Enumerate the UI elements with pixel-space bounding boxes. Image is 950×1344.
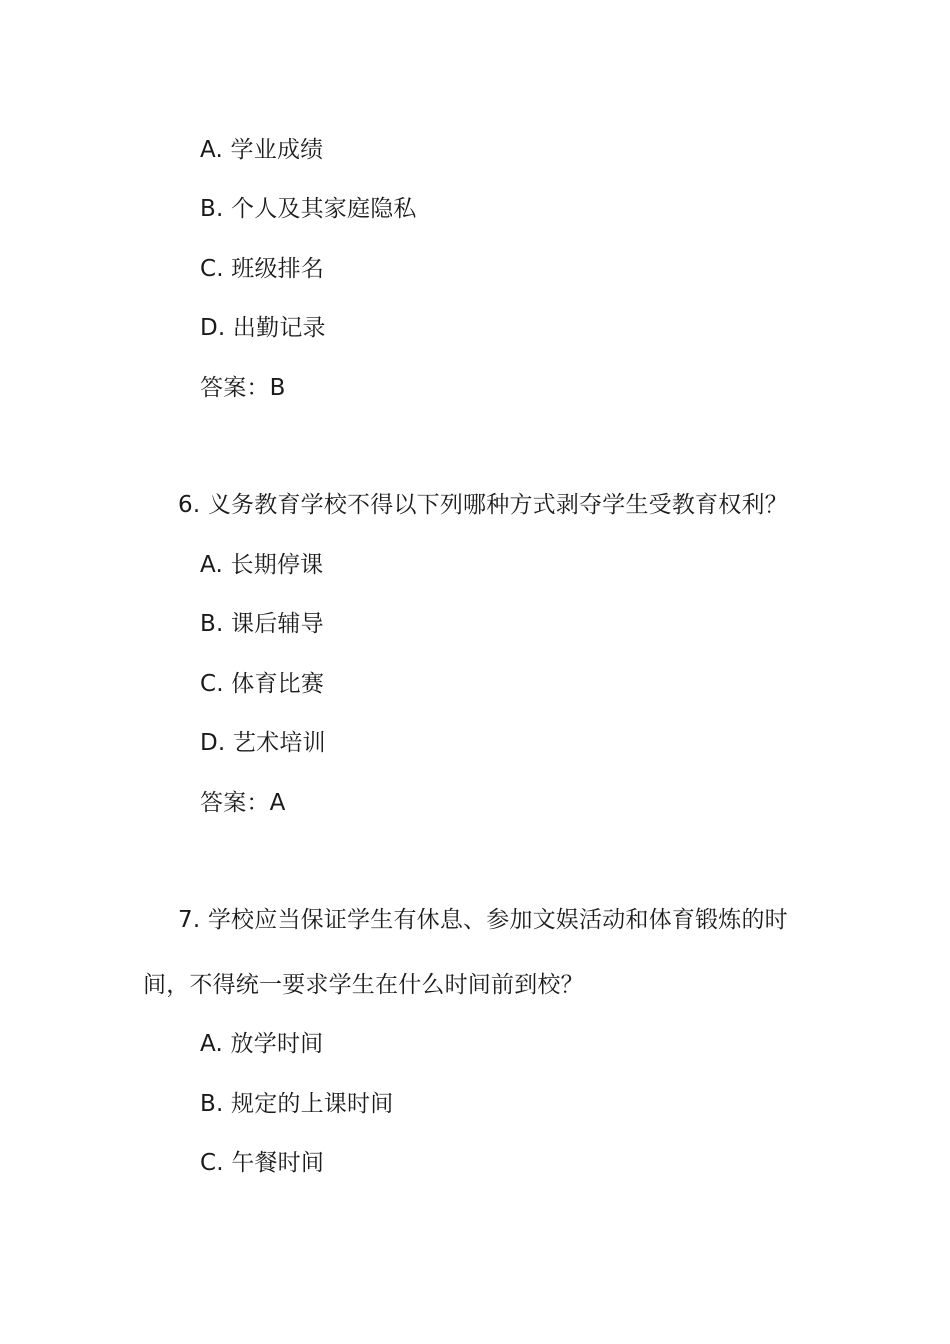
q7-option-c: C. 午餐时间 <box>200 1150 325 1176</box>
question-7-text-line1: 7. 学校应当保证学生有休息、参加文娱活动和体育锻炼的时 <box>178 907 788 933</box>
prev-option-b: B. 个人及其家庭隐私 <box>200 196 417 222</box>
q6-option-c: C. 体育比赛 <box>200 671 325 697</box>
q6-option-d: D. 艺术培训 <box>200 730 326 756</box>
q7-option-a: A. 放学时间 <box>200 1031 324 1057</box>
q6-answer: 答案：A <box>200 790 286 816</box>
q7-option-b: B. 规定的上课时间 <box>200 1091 394 1117</box>
question-6-text: 6. 义务教育学校不得以下列哪种方式剥夺学生受教育权利？ <box>178 492 788 518</box>
q6-option-a: A. 长期停课 <box>200 552 324 578</box>
prev-option-c: C. 班级排名 <box>200 256 325 282</box>
prev-option-d: D. 出勤记录 <box>200 315 326 341</box>
q6-option-b: B. 课后辅导 <box>200 611 324 637</box>
prev-answer: 答案：B <box>200 375 286 401</box>
prev-option-a: A. 学业成绩 <box>200 137 324 163</box>
question-7-text-line2: 间，不得统一要求学生在什么时间前到校？ <box>143 972 584 998</box>
